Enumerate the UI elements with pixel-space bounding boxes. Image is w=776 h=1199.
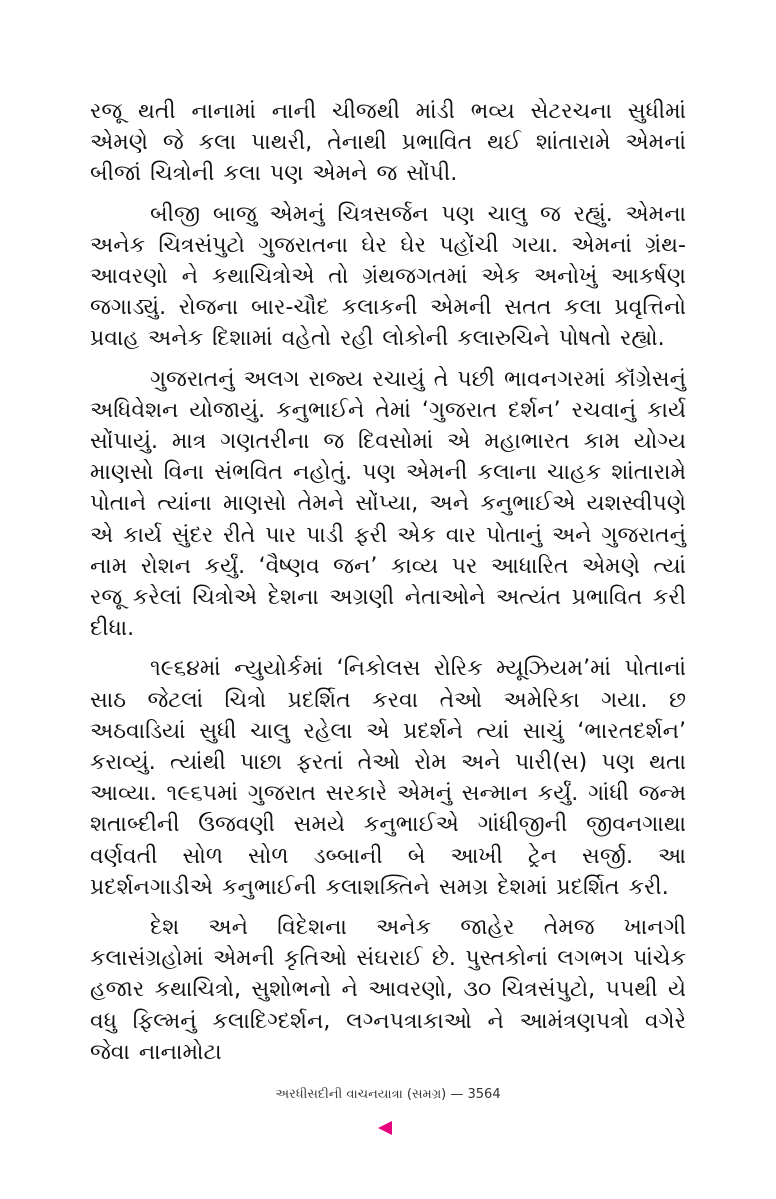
paragraph-5: દેશ અને વિદેશના અનેક જાહેર તેમજ ખાનગી કલાસંગ્રહોમાં એમની કૃતિઓ સંઘરાઈ છે. પુસ્તકોનાં લગભગ પાંચેક હજાર કથાચિત્રો, સુશોભનો ને આવરણો, ૩૦ ચિત્રસંપુટો, ૫૫થી યે વધુ ફિલ્મનું કલાદિગ્દર્શન, લગ્નપત્રાકાઓ ને આમંત્રણપત્રો વગેરે જેવા નાનામોટા (90, 915, 686, 1065)
paragraph-3: ગુજરાતનું અલગ રાજ્ય રચાયું તે પછી ભાવનગરમાં કૉંગ્રેસનું અધિવેશન યોજાયું. કનુભાઈને તેમાં ‘ગુજરાત દર્શન’ રચવાનું કાર્ય સોંપાયું. માત્ર ગણતરીના જ દિવસોમાં એ મહાભારત કામ યોગ્ય માણસો વિના સંભવિત નહોતું. પણ એમની કલાના ચાહક શાંતારામે પોતાને ત્યાંના માણસો તેમને સોંપ્યા, અને કનુભાઈએ યશસ્વીપણે એ કાર્ય સુંદર રીતે પાર પાડી ફરી એક વાર પોતાનું અને ગુજરાતનું નામ રોશન કર્યું. ‘વૈષ્ણવ જન’ કાવ્ય પર આધારિત એમણે ત્યાં રજૂ કરેલાં ચિત્રોએ દેશના અગ્રણી નેતાઓને અત્યંત પ્રભાવિત કરી દીધા. (90, 366, 686, 642)
body-text (90, 96, 686, 1068)
page-footer: અરધીસદીની વાચનયાત્રા (સમગ્ર) — 3564 (275, 1087, 501, 1102)
paragraph-2: બીજી બાજુ એમનું ચિત્રસર્જન પણ ચાલુ જ રહ્યું. એમના અનેક ચિત્રસંપુટો ગુજરાતના ઘેર ઘેર પહોંચી ગયા. એમનાં ગ્રંથ-આવરણો ને કથાચિત્રોએ તો ગ્રંથજગતમાં એક અનોખું આકર્ષણ જગાડ્યું. રોજના બાર-ચૌદ કલાકની એમની સતત કલા પ્રવૃત્તિનો પ્રવાહ અનેક દિશામાં વહેતો રહી લોકોની કલારુચિને પોષતો રહ્યો. (90, 201, 686, 352)
previous-page-icon[interactable] (378, 1121, 392, 1135)
paragraph-4: ૧૯૬૪માં ન્યુયોર્કમાં ‘નિકોલસ રોરિક મ્યૂઝિયમ’માં પોતાનાં સાઠ જેટલાં ચિત્રો પ્રદર્શિત કરવા તેઓ અમેરિકા ગયા. છ અઠવાડિયાં સુધી ચાલુ રહેલા એ પ્રદર્શને ત્યાં સાચું ‘ભારતદર્શન’ કરાવ્યું. ત્યાંથી પાછા ફરતાં તેઓ રોમ અને પારી(સ) પણ થતા આવ્યા. ૧૯૬૫માં ગુજરાત સરકારે એમનું સન્માન કર્યું. ગાંધી જન્મ શતાબ્દીની ઉજવણી સમયે કનુભાઈએ ગાંધીજીની જીવનગાથા વર્ણવતી સોળ સોળ ડબ્બાની બે આખી ટ્રેન સર્જી. આ પ્રદર્શનગાડીએ કનુભાઈની કલાશક્તિને સમગ્ર દેશમાં પ્રદર્શિત કરી. (90, 656, 686, 900)
paragraph-1: રજૂ થતી નાનામાં નાની ચીજથી માંડી ભવ્ય સેટરચના સુધીમાં એમણે જે કલા પાથરી, તેનાથી પ્રભાવિત થઈ શાંતારામે એમનાં બીજાં ચિત્રોની કલા પણ એમને જ સોંપી. (90, 99, 686, 187)
